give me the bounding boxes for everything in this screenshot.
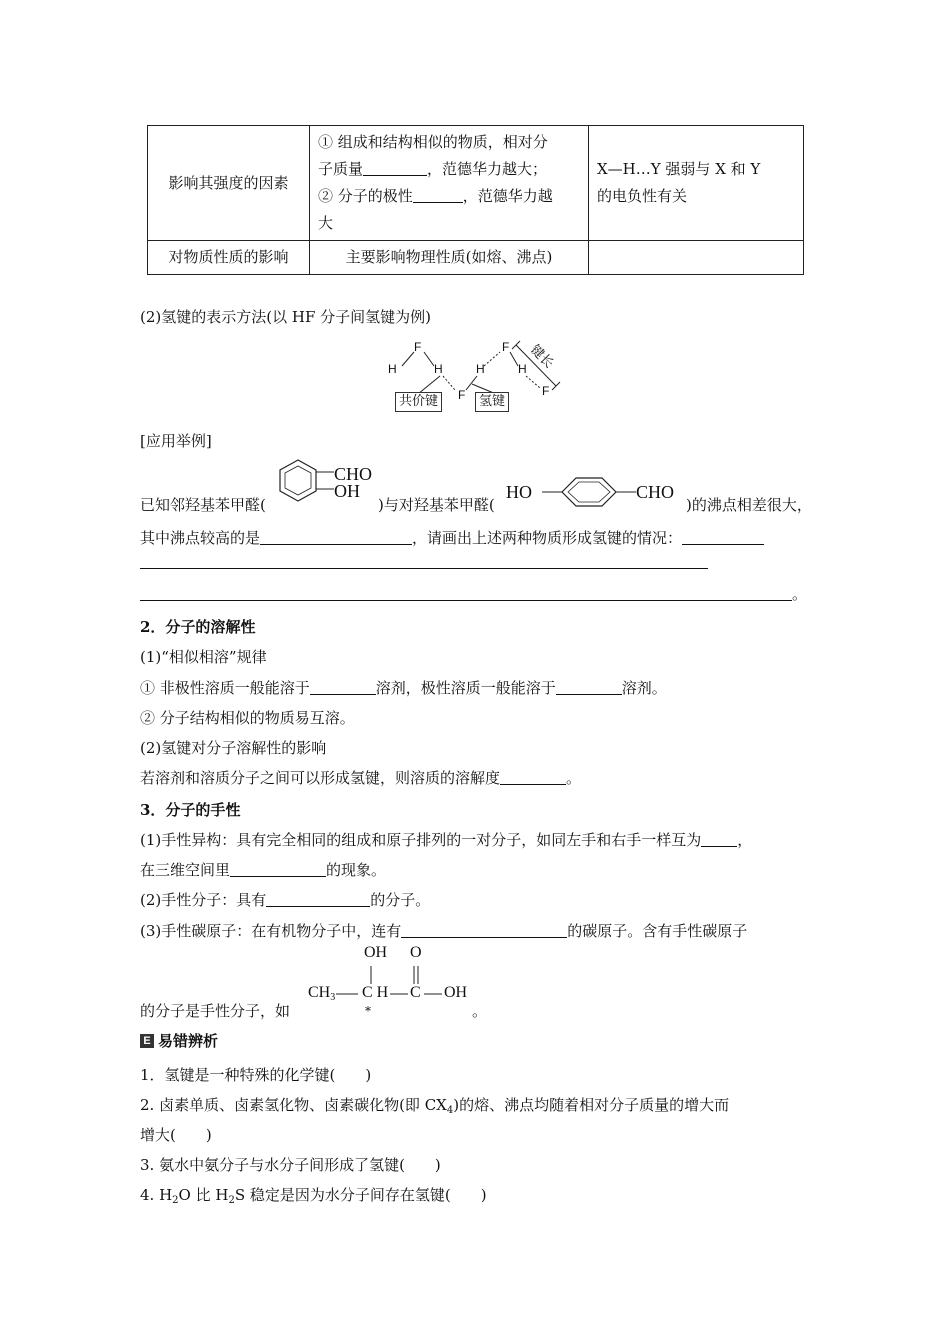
section-3-line: 在三维空间里 的现象。 — [140, 861, 387, 879]
errors-heading: E 易错辨析 — [140, 1030, 218, 1051]
cell-line: 的电负性有关 — [597, 187, 688, 205]
chiral-star: * — [365, 1004, 371, 1018]
example-line-1a: 已知邻羟基苯甲醛( — [140, 496, 266, 514]
atom-f: F — [414, 340, 422, 354]
hbond-diagram — [0, 0, 950, 420]
row-label: 影响其强度的因素 — [148, 126, 310, 241]
ortho-cho-label: CHO — [334, 464, 373, 484]
section-2-line: (2)氢键对分子溶解性的影响 — [140, 739, 327, 757]
mol-ch: C H — [362, 984, 389, 1001]
cell-line: 大 — [318, 214, 334, 232]
section-3-line: (1)手性异构：具有完全相同的组成和原子排列的一对分子，如同左手和右手一样互为 ， — [140, 831, 753, 849]
section-3-line: (3)手性碳原子：在有机物分子中，连有 的碳原子。含有手性碳原子 — [140, 922, 748, 940]
mol-oh-right: OH — [444, 984, 468, 1001]
hydrogen-bond-label: 氢键 — [475, 392, 509, 412]
atom-h: H — [388, 362, 397, 376]
ortho-oh-label: OH — [334, 481, 360, 501]
table-cell: 主要影响物理性质(如熔、沸点) — [310, 241, 589, 275]
atom-h: H — [476, 362, 485, 376]
answer-line: 。 — [140, 583, 807, 604]
mol-end-mark: 。 — [472, 1002, 488, 1020]
section-icon: E — [140, 1034, 154, 1048]
cell-line: ② 分子的极性 ，范德华力越 — [318, 187, 553, 205]
para-benzene-ring — [540, 474, 640, 514]
error-item: 2. 卤素单质、卤素氢化物、卤素碳化物(即 $CX_4$)的熔、沸点均随着相对分子质量的增大而 — [140, 1096, 730, 1116]
error-item-cont: 增大( ) — [140, 1126, 212, 1144]
example-line-1b: )与对羟基苯甲醛( — [378, 496, 495, 514]
atom-h: H — [518, 362, 527, 376]
atom-f: F — [542, 384, 550, 398]
row-label: 对物质性质的影响 — [148, 241, 310, 275]
covalent-bond-label: 共价键 — [395, 392, 442, 412]
section-3-line: (2)手性分子：具有 的分子。 — [140, 891, 431, 909]
section-2-line: (1)“相似相溶”规律 — [140, 648, 267, 666]
atom-f: F — [502, 340, 510, 354]
section-3-heading: 3．分子的手性 — [140, 801, 241, 819]
section-2-line: ② 分子结构相似的物质易互溶。 — [140, 709, 355, 727]
example-heading: [应用举例] — [140, 432, 212, 450]
mol-ch3: $CH_3$ — [308, 984, 336, 1003]
section-2-heading: 2．分子的溶解性 — [140, 618, 256, 636]
error-item: 4. $H_2O$ 比 $H_2S$ 稳定是因为水分子间存在氢键( ) — [140, 1186, 487, 1206]
cell-line: ① 组成和结构相似的物质，相对分 — [318, 133, 548, 151]
error-item: 3. 氨水中氨分子与水分子间形成了氢键( ) — [140, 1156, 441, 1174]
atom-h: H — [434, 362, 443, 376]
ortho-benzene-ring — [278, 458, 338, 508]
cell-line: 子质量 ，范德华力越大； — [318, 160, 548, 178]
mol-o-top: O — [410, 944, 422, 961]
para-cho-label: CHO — [636, 482, 675, 502]
section-2-line: ① 非极性溶质一般能溶于 溶剂，极性溶质一般能溶于 溶剂。 — [140, 679, 667, 697]
para-ho-label: HO — [506, 482, 532, 502]
section-3-line: 的分子是手性分子，如 — [140, 1002, 291, 1020]
atom-f: F — [458, 388, 466, 402]
mol-c: C — [410, 984, 421, 1001]
hbond-heading: (2)氢键的表示方法(以 HF 分子间氢键为例) — [140, 308, 431, 326]
bond-length-label: 键长 — [527, 342, 557, 372]
section-2-line: 若溶剂和溶质分子之间可以形成氢键，则溶质的溶解度 。 — [140, 769, 582, 787]
example-line-2: 其中沸点较高的是 ，请画出上述两种物质形成氢键的情况： — [140, 527, 764, 548]
mol-oh-top: OH — [364, 944, 388, 961]
example-line-1c: )的沸点相差很大， — [686, 496, 812, 514]
answer-line — [140, 553, 708, 571]
error-item: 1．氢键是一种特殊的化学键( ) — [140, 1066, 372, 1084]
cell-line: X—H…Y 强弱与 X 和 Y — [597, 160, 761, 178]
